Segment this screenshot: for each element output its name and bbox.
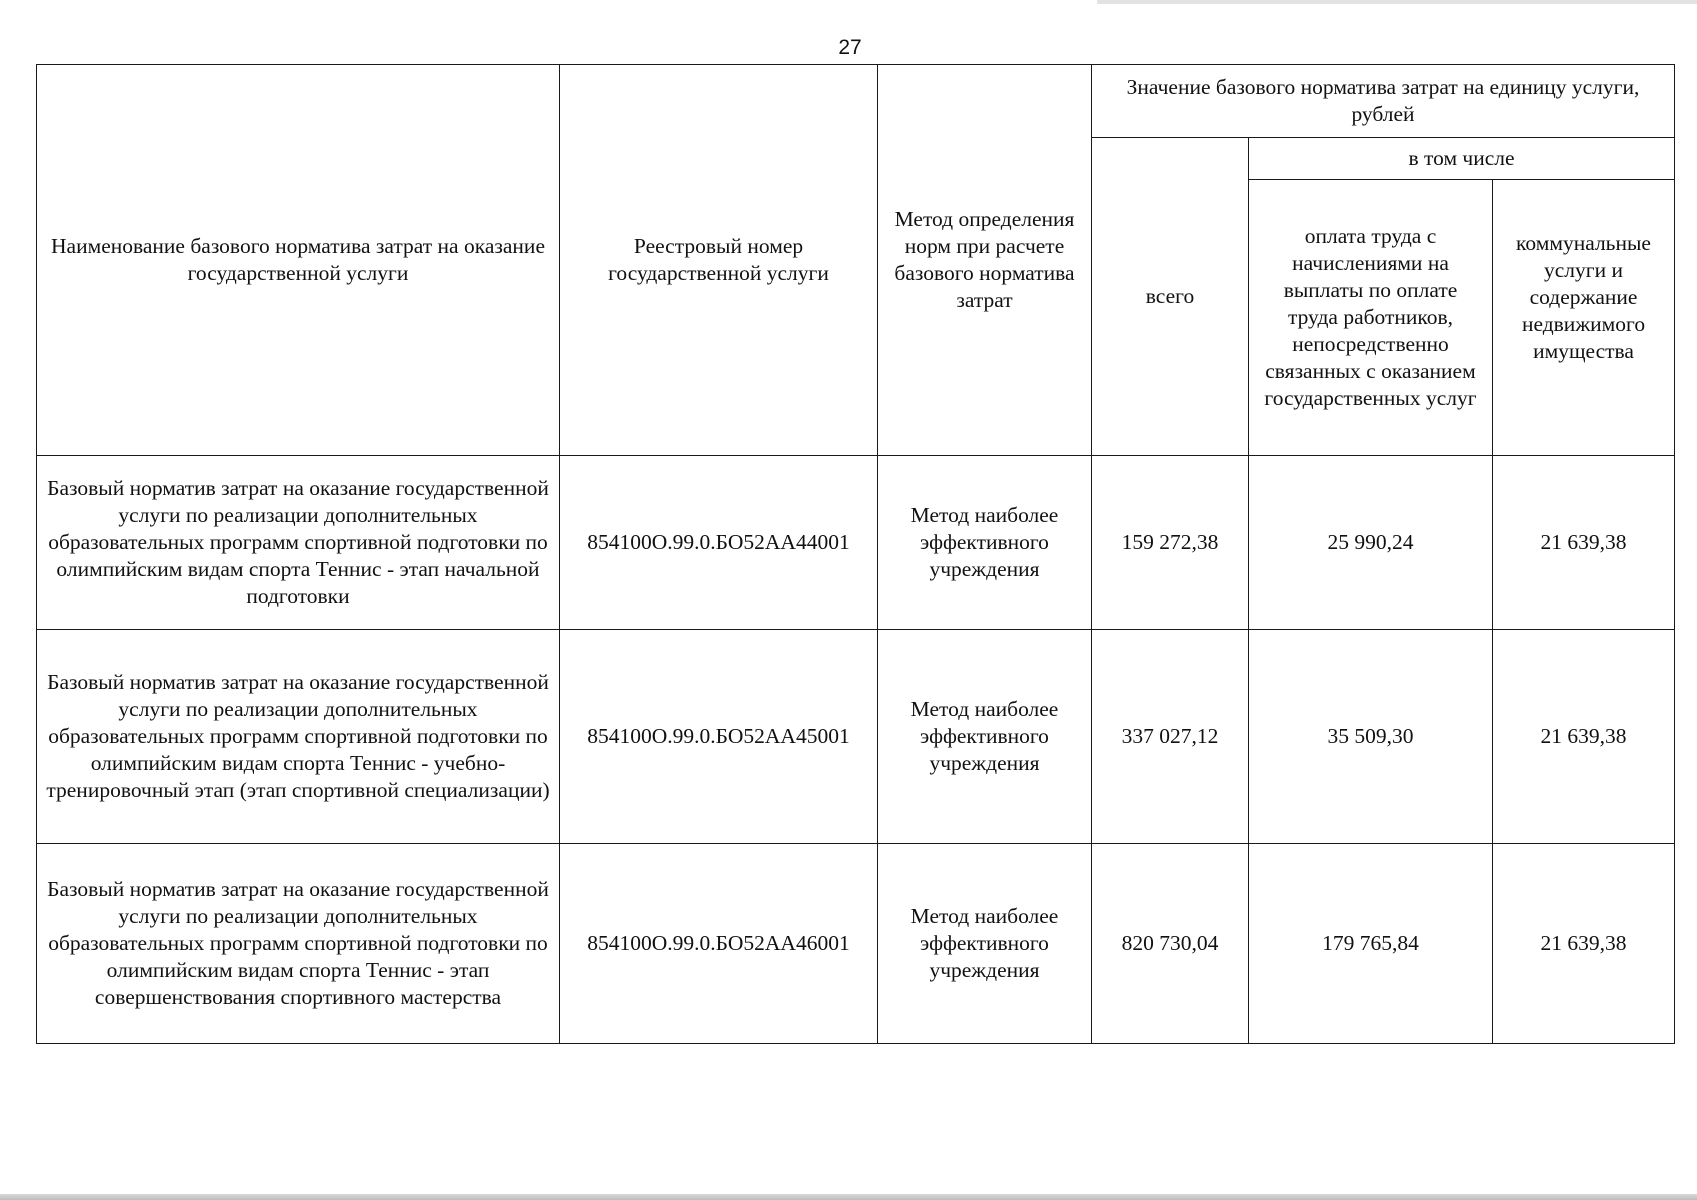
row-name: Базовый норматив затрат на оказание государственной услуги по реализации дополнительных образовательных программ спортивной подготовки по олимпийским видам спорта Теннис - этап совершенствования спортивного мастерства: [37, 844, 560, 1044]
row-registry-number: 854100О.99.0.БО52АА44001: [560, 456, 878, 630]
header-value-group: Значение базового норматива затрат на единицу услуги, рублей: [1092, 65, 1675, 138]
header-method: Метод определения норм при расчете базового норматива затрат: [878, 65, 1092, 456]
row-registry-number: 854100О.99.0.БО52АА46001: [560, 844, 878, 1044]
row-labor: 35 509,30: [1249, 630, 1493, 844]
row-method: Метод наиболее эффективного учреждения: [878, 630, 1092, 844]
row-labor: 179 765,84: [1249, 844, 1493, 1044]
header-registry-number: Реестровый номер государственной услуги: [560, 65, 878, 456]
header-labor: оплата труда с начислениями на выплаты по оплате труда работников, непосредственно связанных с оказанием государственных услуг: [1249, 180, 1493, 456]
row-total: 820 730,04: [1092, 844, 1249, 1044]
header-including: в том числе: [1249, 138, 1675, 180]
page-number: 27: [838, 36, 862, 59]
row-registry-number: 854100О.99.0.БО52АА45001: [560, 630, 878, 844]
row-utilities: 21 639,38: [1493, 456, 1675, 630]
cost-standards-table: [36, 64, 1675, 1044]
table-row: [37, 844, 1675, 1044]
row-labor: 25 990,24: [1249, 456, 1493, 630]
row-name: Базовый норматив затрат на оказание государственной услуги по реализации дополнительных образовательных программ спортивной подготовки по олимпийским видам спорта Теннис - этап начальной подготовки: [37, 456, 560, 630]
row-method: Метод наиболее эффективного учреждения: [878, 456, 1092, 630]
header-name: Наименование базового норматива затрат на оказание государственной услуги: [37, 65, 560, 456]
row-method: Метод наиболее эффективного учреждения: [878, 844, 1092, 1044]
header-total: всего: [1092, 138, 1249, 456]
header-utilities: коммунальные услуги и содержание недвижимого имущества: [1493, 180, 1675, 456]
row-name: Базовый норматив затрат на оказание государственной услуги по реализации дополнительных образовательных программ спортивной подготовки по олимпийским видам спорта Теннис - учебно-тренировочный этап (этап спортивной специализации): [37, 630, 560, 844]
scan-edge-bottom: [0, 1194, 1697, 1200]
row-total: 337 027,12: [1092, 630, 1249, 844]
row-total: 159 272,38: [1092, 456, 1249, 630]
row-utilities: 21 639,38: [1493, 630, 1675, 844]
table-row: [37, 630, 1675, 844]
scan-edge-top: [1097, 0, 1697, 4]
table-row: [37, 456, 1675, 630]
row-utilities: 21 639,38: [1493, 844, 1675, 1044]
